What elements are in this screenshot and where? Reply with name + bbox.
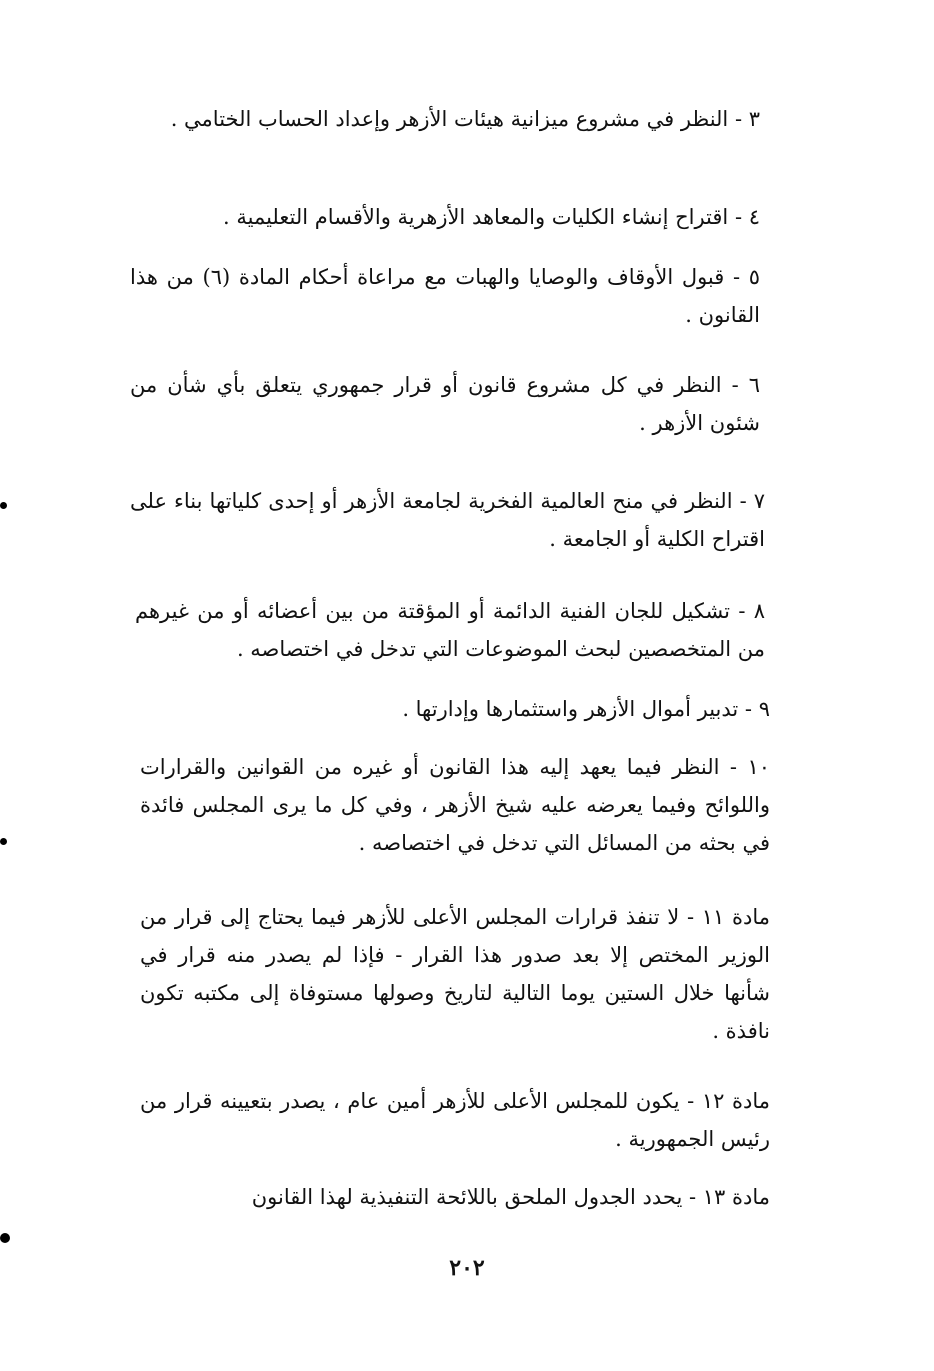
- item-9: ٩ - تدبير أموال الأزهر واستثمارها وإدارتها .: [402, 697, 770, 721]
- article-13: مادة ١٣ - يحدد الجدول الملحق باللائحة التنفيذية لهذا القانون: [251, 1185, 770, 1209]
- item-4: ٤ - اقتراح إنشاء الكليات والمعاهد الأزهرية والأقسام التعليمية .: [223, 205, 760, 229]
- item-6: ٦ - النظر في كل مشروع قانون أو قرار جمهوري يتعلق بأي شأن من شئون الأزهر .: [130, 373, 760, 435]
- page-number: ٢٠٢: [449, 1255, 485, 1281]
- article-11: مادة ١١ - لا تنفذ قرارات المجلس الأعلى للأزهر فيما يحتاج إلى قرار من الوزير المختص إلا بعد صدور هذا القرار - فإذا لم يصدر منه قرار في شأنها خلال الستين يوما التالية لتاريخ وصولها مستوفاة إلى مكتبه تكون نافذة .: [140, 905, 770, 1043]
- item-10: ١٠ - النظر فيما يعهد إليه هذا القانون أو غيره من القوانين والقرارات واللوائح وفيما يعرضه عليه شيخ الأزهر ، وفي كل ما يرى المجلس فائدة في بحثه من المسائل التي تدخل في اختصاصه .: [140, 755, 770, 855]
- item-7: ٧ - النظر في منح العالمية الفخرية لجامعة الأزهر أو إحدى كلياتها بناء على اقتراح الكلية أو الجامعة .: [130, 489, 765, 551]
- scan-mark: [0, 1233, 10, 1243]
- item-8: ٨ - تشكيل للجان الفنية الدائمة أو المؤقتة من بين أعضائه أو من غيرهم من المتخصصين لبحث الموضوعات التي تدخل في اختصاصه .: [135, 599, 765, 661]
- item-5: ٥ - قبول الأوقاف والوصايا والهبات مع مراعاة أحكام المادة (٦) من هذا القانون .: [130, 265, 760, 327]
- article-12: مادة ١٢ - يكون للمجلس الأعلى للأزهر أمين عام ، يصدر بتعيينه قرار من رئيس الجمهورية .: [140, 1089, 770, 1151]
- scan-mark: [0, 502, 7, 509]
- item-3: ٣ - النظر في مشروع ميزانية هيئات الأزهر وإعداد الحساب الختامي .: [170, 107, 760, 131]
- scan-mark: [0, 838, 7, 845]
